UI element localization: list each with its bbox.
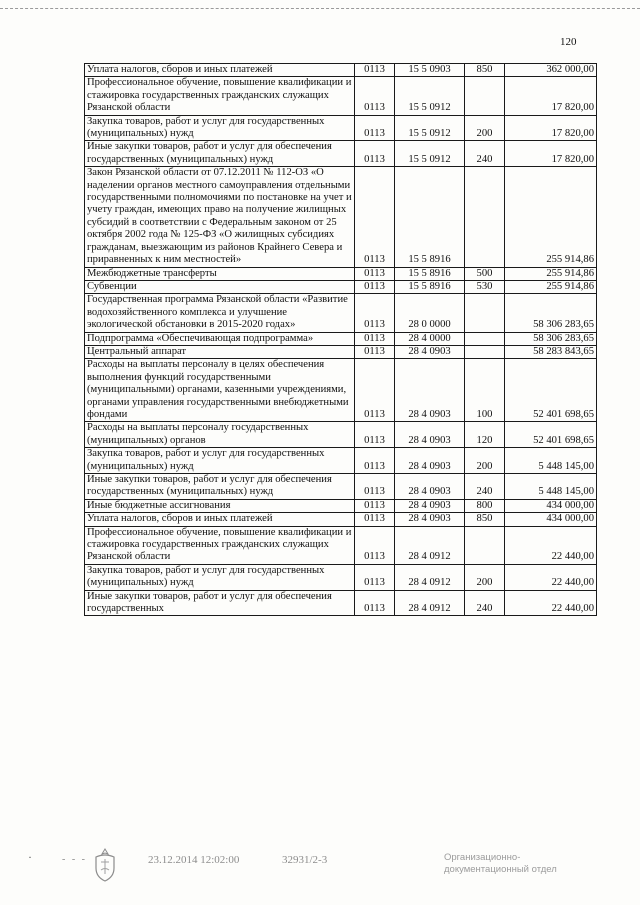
cell-amount: 255 914,86 bbox=[505, 267, 597, 280]
cell-name: Расходы на выплаты персоналу в целях обеспечения выполнения функций государственными (муниципальными) органами, казенными учреждениями, органами управления государственными внебюджетными фондами bbox=[85, 359, 355, 422]
cell-sec: 0113 bbox=[355, 499, 395, 512]
cell-sec: 0113 bbox=[355, 359, 395, 422]
cell-amount: 5 448 145,00 bbox=[505, 448, 597, 474]
cell-amount: 255 914,86 bbox=[505, 167, 597, 267]
cell-sec: 0113 bbox=[355, 77, 395, 115]
cell-name: Иные закупки товаров, работ и услуг для обеспечения государственных (муниципальных) нужд bbox=[85, 141, 355, 167]
cell-amount: 17 820,00 bbox=[505, 77, 597, 115]
cell-amount: 255 914,86 bbox=[505, 280, 597, 293]
cell-vr: 530 bbox=[465, 280, 505, 293]
cell-name: Расходы на выплаты персоналу государственных (муниципальных) органов bbox=[85, 422, 355, 448]
cell-amount: 17 820,00 bbox=[505, 141, 597, 167]
cell-csr: 28 4 0903 bbox=[395, 448, 465, 474]
cell-csr: 28 4 0903 bbox=[395, 513, 465, 526]
footer-org-stamp bbox=[444, 852, 557, 876]
table-row bbox=[85, 141, 597, 167]
footer-datetime: 23.12.2014 12:02:00 bbox=[148, 854, 240, 866]
table-row bbox=[85, 422, 597, 448]
cell-sec: 0113 bbox=[355, 115, 395, 141]
cell-csr: 15 5 0912 bbox=[395, 115, 465, 141]
cell-sec: 0113 bbox=[355, 526, 395, 564]
table-row bbox=[85, 167, 597, 267]
table-row bbox=[85, 115, 597, 141]
scan-footer bbox=[0, 850, 640, 890]
cell-name: Центральный аппарат bbox=[85, 345, 355, 358]
cell-name: Подпрограмма «Обеспечивающая подпрограмма» bbox=[85, 332, 355, 345]
cell-amount: 22 440,00 bbox=[505, 564, 597, 590]
cell-vr: 500 bbox=[465, 267, 505, 280]
table-row bbox=[85, 448, 597, 474]
cell-csr: 28 4 0903 bbox=[395, 345, 465, 358]
table-row bbox=[85, 64, 597, 77]
cell-csr: 15 5 8916 bbox=[395, 167, 465, 267]
cell-sec: 0113 bbox=[355, 448, 395, 474]
cell-vr: 800 bbox=[465, 499, 505, 512]
cell-vr: 850 bbox=[465, 64, 505, 77]
cell-amount: 17 820,00 bbox=[505, 115, 597, 141]
cell-csr: 28 4 0912 bbox=[395, 590, 465, 616]
table-row bbox=[85, 77, 597, 115]
table-row bbox=[85, 345, 597, 358]
table-row bbox=[85, 359, 597, 422]
cell-name: Закон Рязанской области от 07.12.2011 № 112-ОЗ «О наделении органов местного самоуправления отдельными государственными полномочиями по постановке на учет и учету граждан, имеющих право на получение жилищных субсидий в соответствии с Федеральным законом от 25 октября 2002 года № 125-ФЗ «О жилищных субсидиях гражданам, выезжающим из районов Крайнего Севера и приравненных к ним местностей» bbox=[85, 167, 355, 267]
cell-vr bbox=[465, 167, 505, 267]
cell-amount: 58 306 283,65 bbox=[505, 294, 597, 332]
cell-csr: 28 4 0903 bbox=[395, 359, 465, 422]
table-row bbox=[85, 280, 597, 293]
cell-name: Иные закупки товаров, работ и услуг для обеспечения государственных bbox=[85, 590, 355, 616]
cell-sec: 0113 bbox=[355, 474, 395, 500]
cell-vr bbox=[465, 332, 505, 345]
cell-sec: 0113 bbox=[355, 280, 395, 293]
cell-amount: 52 401 698,65 bbox=[505, 359, 597, 422]
cell-amount: 52 401 698,65 bbox=[505, 422, 597, 448]
cell-name: Государственная программа Рязанской области «Развитие водохозяйственного комплекса и улучшение экологической обстановки в 2015-2020 годах» bbox=[85, 294, 355, 332]
cell-amount: 434 000,00 bbox=[505, 513, 597, 526]
cell-sec: 0113 bbox=[355, 294, 395, 332]
table-row bbox=[85, 564, 597, 590]
cell-sec: 0113 bbox=[355, 267, 395, 280]
cell-name: Иные закупки товаров, работ и услуг для обеспечения государственных (муниципальных) нужд bbox=[85, 474, 355, 500]
table-row bbox=[85, 332, 597, 345]
footer-dashes: - - - bbox=[62, 854, 87, 865]
cell-sec: 0113 bbox=[355, 422, 395, 448]
budget-table bbox=[84, 63, 597, 616]
cell-csr: 15 5 0912 bbox=[395, 141, 465, 167]
cell-sec: 0113 bbox=[355, 564, 395, 590]
cell-vr: 240 bbox=[465, 474, 505, 500]
cell-vr: 100 bbox=[465, 359, 505, 422]
table-row bbox=[85, 474, 597, 500]
cell-sec: 0113 bbox=[355, 590, 395, 616]
cell-sec: 0113 bbox=[355, 513, 395, 526]
cell-sec: 0113 bbox=[355, 332, 395, 345]
cell-vr bbox=[465, 294, 505, 332]
footer-mark: · bbox=[28, 850, 32, 864]
cell-csr: 28 4 0912 bbox=[395, 564, 465, 590]
table-row bbox=[85, 267, 597, 280]
cell-sec: 0113 bbox=[355, 167, 395, 267]
cell-amount: 22 440,00 bbox=[505, 590, 597, 616]
cell-csr: 28 4 0903 bbox=[395, 422, 465, 448]
footer-org-line1: Организационно- bbox=[444, 852, 521, 863]
cell-csr: 28 4 0000 bbox=[395, 332, 465, 345]
cell-amount: 58 306 283,65 bbox=[505, 332, 597, 345]
cell-vr bbox=[465, 77, 505, 115]
cell-csr: 28 4 0903 bbox=[395, 499, 465, 512]
cell-csr: 28 4 0912 bbox=[395, 526, 465, 564]
cell-name: Иные бюджетные ассигнования bbox=[85, 499, 355, 512]
cell-name: Межбюджетные трансферты bbox=[85, 267, 355, 280]
cell-vr: 120 bbox=[465, 422, 505, 448]
cell-name: Профессиональное обучение, повышение квалификации и стажировка государственных гражданских служащих Рязанской области bbox=[85, 526, 355, 564]
cell-sec: 0113 bbox=[355, 345, 395, 358]
cell-amount: 5 448 145,00 bbox=[505, 474, 597, 500]
cell-csr: 28 4 0903 bbox=[395, 474, 465, 500]
cell-name: Субвенции bbox=[85, 280, 355, 293]
table-row bbox=[85, 294, 597, 332]
cell-csr: 15 5 8916 bbox=[395, 267, 465, 280]
scan-top-rule bbox=[0, 8, 640, 9]
coat-of-arms-icon bbox=[92, 848, 118, 882]
footer-doc-number: 32931/2-3 bbox=[282, 854, 328, 866]
cell-amount: 58 283 843,65 bbox=[505, 345, 597, 358]
cell-vr: 200 bbox=[465, 115, 505, 141]
cell-name: Закупка товаров, работ и услуг для государственных (муниципальных) нужд bbox=[85, 115, 355, 141]
cell-amount: 362 000,00 bbox=[505, 64, 597, 77]
cell-vr bbox=[465, 526, 505, 564]
cell-name: Закупка товаров, работ и услуг для государственных (муниципальных) нужд bbox=[85, 448, 355, 474]
table-row bbox=[85, 526, 597, 564]
page-number: 120 bbox=[560, 36, 577, 48]
cell-sec: 0113 bbox=[355, 141, 395, 167]
cell-csr: 15 5 0903 bbox=[395, 64, 465, 77]
cell-vr: 200 bbox=[465, 564, 505, 590]
cell-csr: 15 5 0912 bbox=[395, 77, 465, 115]
table-row bbox=[85, 499, 597, 512]
table-row bbox=[85, 590, 597, 616]
cell-csr: 15 5 8916 bbox=[395, 280, 465, 293]
cell-name: Уплата налогов, сборов и иных платежей bbox=[85, 64, 355, 77]
footer-org-line2: документационный отдел bbox=[444, 864, 557, 875]
cell-vr: 240 bbox=[465, 141, 505, 167]
cell-vr: 850 bbox=[465, 513, 505, 526]
cell-sec: 0113 bbox=[355, 64, 395, 77]
cell-amount: 434 000,00 bbox=[505, 499, 597, 512]
table-row bbox=[85, 513, 597, 526]
cell-name: Профессиональное обучение, повышение квалификации и стажировка государственных гражданских служащих Рязанской области bbox=[85, 77, 355, 115]
cell-vr bbox=[465, 345, 505, 358]
cell-name: Уплата налогов, сборов и иных платежей bbox=[85, 513, 355, 526]
cell-vr: 240 bbox=[465, 590, 505, 616]
budget-table-body bbox=[85, 64, 597, 616]
cell-csr: 28 0 0000 bbox=[395, 294, 465, 332]
cell-name: Закупка товаров, работ и услуг для государственных (муниципальных) нужд bbox=[85, 564, 355, 590]
cell-amount: 22 440,00 bbox=[505, 526, 597, 564]
cell-vr: 200 bbox=[465, 448, 505, 474]
